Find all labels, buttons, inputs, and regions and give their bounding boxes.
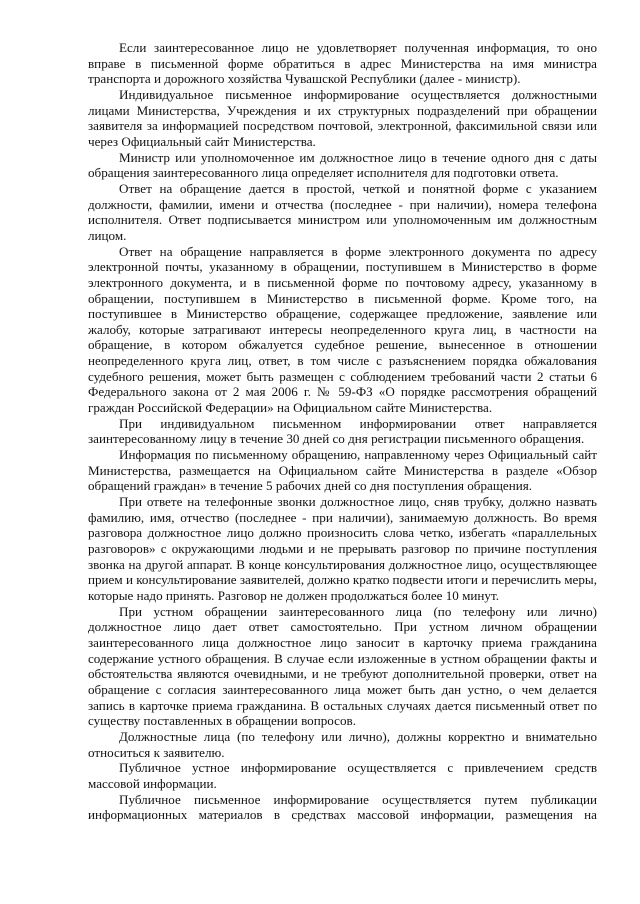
paragraph-4: Ответ на обращение дается в простой, четкой и понятной форме с указанием должности, фамилии, имени и отчества (последнее - при наличии), номера телефона исполнителя. Ответ подписывается министром или уполномоченным им должностным лицом.: [88, 180, 597, 243]
paragraph-8: При ответе на телефонные звонки должностное лицо, сняв трубку, должно назвать фамилию, имя, отчество (последнее - при наличии), занимаемую должность. Во время разговора должностное лицо должно произносить слова четко, избегать «параллельных разговоров» с окружающими людьми и не прерывать разговор по причине поступления звонка на другой аппарат. В конце консультирования должностное лицо, осуществляющее прием и консультирование заявителей, должно кратко подвести итоги и перечислить меры, которые надо принять. Разговор не должен продолжаться более 10 минут.: [88, 494, 597, 603]
paragraph-5: Ответ на обращение направляется в форме электронного документа по адресу электронной почты, указанному в обращении, поступившем в Министерство в форме электронного документа, и в письменной форме по почтовому адресу, указанному в обращении, поступившем в Министерство в письменной форме. Кроме того, на поступившее в Министерство обращение, содержащее предложение, заявление или жалобу, которые затрагивают интересы неопределенного круга лиц, в частности на обращение, в котором обжалуется судебное решение, вынесенное в отношении неопределенного круга лиц, ответ, в том числе с разъяснением порядка обжалования судебного решения, может быть размещен с соблюдением требований части 2 статьи 6 Федерального закона от 2 мая 2006 г. № 59-ФЗ «О порядке рассмотрения обращений граждан Российской Федерации» на Официальном сайте Министерства.: [88, 243, 597, 416]
paragraph-12: Публичное письменное информирование осуществляется путем публикации информационных материалов в средствах массовой информации, размещения на: [88, 791, 597, 823]
paragraph-9: При устном обращении заинтересованного лица (по телефону или лично) должностное лицо дает ответ самостоятельно. При устном личном обращении заинтересованного лица должностное лицо заносит в карточку приема гражданина содержание устного обращения. В случае если изложенные в устном обращении факты и обстоятельства являются очевидными, и не требуют дополнительной проверки, ответ на обращение с согласия заинтересованного лица может быть дан устно, о чем делается запись в карточке приема гражданина. В остальных случаях дается письменный ответ по существу поставленных в обращении вопросов.: [88, 603, 597, 729]
paragraph-3: Министр или уполномоченное им должностное лицо в течение одного дня с даты обращения заинтересованного лица определяет исполнителя для подготовки ответа.: [88, 149, 597, 181]
paragraph-7: Информация по письменному обращению, направленному через Официальный сайт Министерства, размещается на Официальном сайте Министерства в разделе «Обзор обращений граждан» в течение 5 рабочих дней со дня поступления обращения.: [88, 447, 597, 494]
paragraph-6: При индивидуальном письменном информировании ответ направляется заинтересованному лицу в течение 30 дней со дня регистрации письменного обращения.: [88, 415, 597, 447]
document-page: [88, 40, 597, 823]
paragraph-1: Если заинтересованное лицо не удовлетворяет полученная информация, то оно вправе в письменной форме обратиться в адрес Министерства на имя министра транспорта и дорожного хозяйства Чувашской Республики (далее - министр).: [88, 40, 597, 87]
paragraph-2: Индивидуальное письменное информирование осуществляется должностными лицами Министерства, Учреждения и их структурных подразделений при обращении заявителя за информацией посредством почтовой, электронной, факсимильной связи или через Официальный сайт Министерства.: [88, 86, 597, 149]
paragraph-10: Должностные лица (по телефону или лично), должны корректно и внимательно относиться к заявителю.: [88, 728, 597, 760]
paragraph-11: Публичное устное информирование осуществляется с привлечением средств массовой информации.: [88, 760, 597, 791]
